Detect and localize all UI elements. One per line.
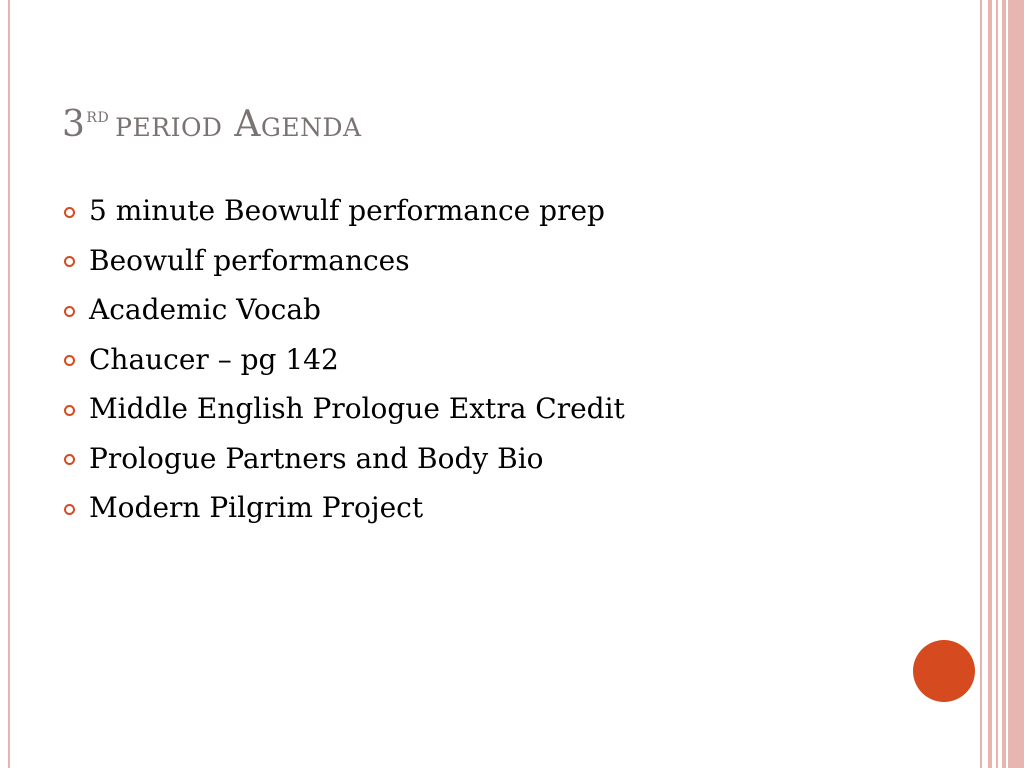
hollow-circle-bullet-icon bbox=[64, 306, 75, 317]
list-item-text: Academic Vocab bbox=[89, 293, 321, 327]
list-item bbox=[64, 186, 625, 236]
border-stripe bbox=[980, 0, 982, 768]
agenda-list bbox=[64, 186, 625, 533]
list-item-text: Beowulf performances bbox=[89, 243, 410, 277]
hollow-circle-bullet-icon bbox=[64, 355, 75, 366]
title-number: 3 bbox=[62, 104, 86, 145]
list-item-text: Middle English Prologue Extra Credit bbox=[89, 392, 625, 426]
list-item bbox=[64, 434, 625, 484]
left-border-rule bbox=[8, 0, 10, 768]
hollow-circle-bullet-icon bbox=[64, 405, 75, 416]
hollow-circle-bullet-icon bbox=[64, 454, 75, 465]
border-stripe bbox=[996, 0, 998, 768]
slide-title bbox=[62, 104, 362, 145]
title-superscript: rd bbox=[86, 103, 110, 127]
list-item bbox=[64, 483, 625, 533]
list-item-text: 5 minute Beowulf performance prep bbox=[89, 194, 605, 228]
list-item bbox=[64, 236, 625, 286]
list-item bbox=[64, 384, 625, 434]
hollow-circle-bullet-icon bbox=[64, 504, 75, 515]
border-stripe bbox=[988, 0, 992, 768]
list-item bbox=[64, 285, 625, 335]
title-text: period Agenda bbox=[115, 104, 362, 145]
list-item-text: Chaucer – pg 142 bbox=[89, 342, 339, 376]
orange-circle-decoration bbox=[913, 640, 975, 702]
border-stripe bbox=[1006, 0, 1008, 768]
list-item bbox=[64, 335, 625, 385]
right-border-stripes bbox=[980, 0, 1024, 768]
hollow-circle-bullet-icon bbox=[64, 256, 75, 267]
list-item-text: Prologue Partners and Body Bio bbox=[89, 441, 544, 475]
hollow-circle-bullet-icon bbox=[64, 207, 75, 218]
list-item-text: Modern Pilgrim Project bbox=[89, 491, 424, 525]
